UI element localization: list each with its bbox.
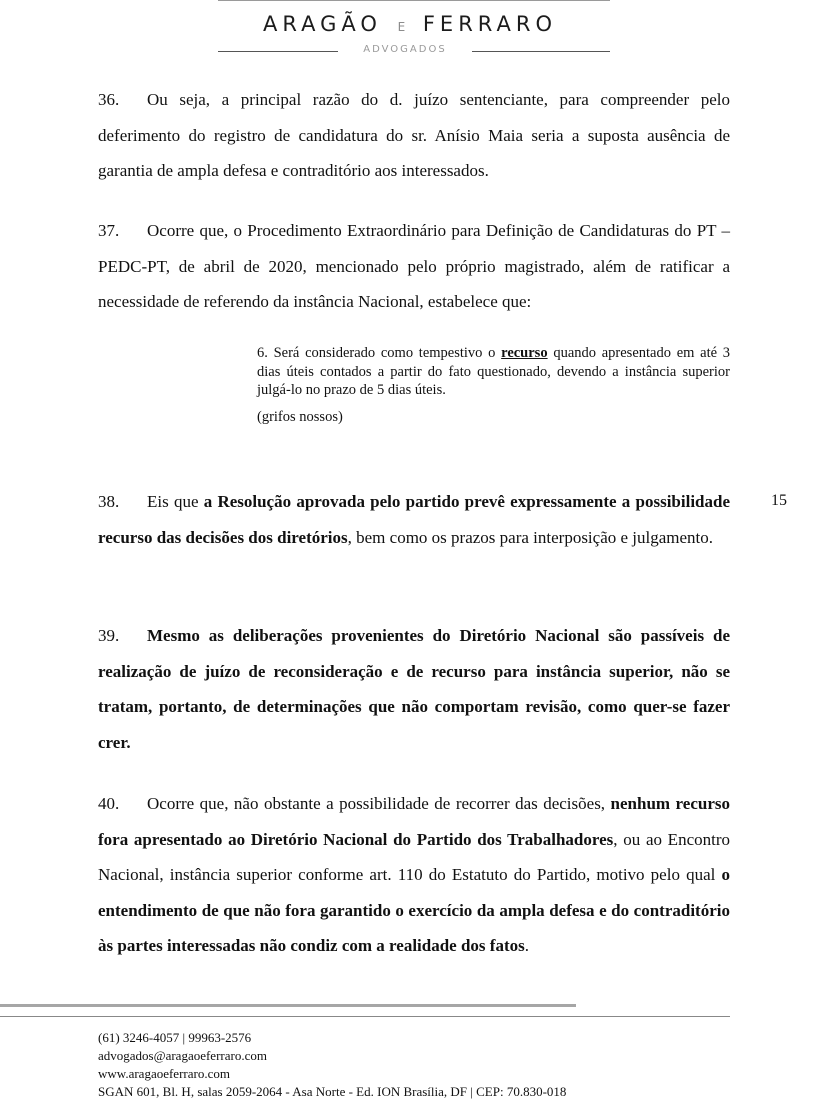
header-top-rule bbox=[218, 0, 610, 1]
paragraph-number: 40. bbox=[98, 794, 120, 813]
subtitle-rule-left bbox=[218, 51, 338, 52]
quote-source: (grifos nossos) bbox=[257, 409, 343, 425]
firm-logo bbox=[0, 12, 820, 36]
footer-rule-thick bbox=[0, 1004, 576, 1007]
footer-website: www.aragaoeferraro.com bbox=[98, 1066, 230, 1081]
firm-subtitle-row bbox=[218, 44, 610, 58]
paragraph-emphasis: Mesmo as deliberações provenientes do Diretório Nacional são passíveis de realização de juízo de reconsideração e de recurso para instância superior, não se tratam, portanto, de determinações que não comportam revisão, como quer-se fazer crer. bbox=[98, 626, 730, 752]
paragraph-text: Ocorre que, não obstante a possibilidade de recorrer das decisões, bbox=[147, 794, 611, 813]
footer-rule-thin bbox=[0, 1016, 730, 1017]
paragraph-number: 36. bbox=[98, 90, 120, 109]
firm-subtitle: ADVOGADOS bbox=[363, 44, 447, 55]
paragraph-36 bbox=[98, 82, 730, 189]
paragraph-text: , ou ao Encontro Nacional, instância superior conforme art. 110 do Estatuto do Partido, motivo pelo qual bbox=[98, 829, 730, 884]
paragraph-39 bbox=[98, 618, 730, 760]
subtitle-rule-right bbox=[472, 51, 610, 52]
paragraph-emphasis: a Resolução aprovada pelo partido prevê expressamente a possibilidade recurso das decisões dos diretórios bbox=[98, 492, 730, 547]
quote-text: quando apresentado em até 3 dias úteis contados a partir do fato questionado, devendo a instância superior julgá-lo no prazo de 5 dias úteis. bbox=[257, 345, 731, 398]
page-number: 15 bbox=[771, 492, 787, 509]
brand-name-left: ARAGÃO bbox=[262, 12, 382, 36]
brand-name-right: FERRARO bbox=[422, 12, 558, 36]
footer-phone: (61) 3246-4057 | 99963-2576 bbox=[98, 1030, 252, 1045]
quote-emphasis: recurso bbox=[501, 345, 548, 361]
brand-ampersand: E bbox=[397, 20, 408, 34]
paragraph-38 bbox=[98, 484, 730, 555]
paragraph-emphasis: o entendimento de que não fora garantido o exercício da ampla defesa e do contraditório às partes interessadas não condiz com a realidade dos fatos bbox=[98, 865, 730, 955]
footer-address: SGAN 601, Bl. H, salas 2059-2064 - Asa Norte - Ed. ION Brasília, DF | CEP: 70.830-018 bbox=[98, 1084, 567, 1099]
block-quote bbox=[257, 344, 730, 400]
paragraph-text: , bem como os prazos para interposição e julgamento. bbox=[347, 527, 714, 547]
paragraph-text: . bbox=[524, 936, 529, 955]
paragraph-37 bbox=[98, 213, 730, 320]
paragraph-number: 38. bbox=[98, 492, 120, 511]
paragraph-text: Eis que bbox=[147, 492, 204, 511]
footer-contact bbox=[98, 1029, 566, 1101]
quote-text: 6. Será considerado como tempestivo o bbox=[257, 345, 502, 361]
paragraph-number: 37. bbox=[98, 221, 120, 240]
paragraph-emphasis: nenhum recurso fora apresentado ao Diretório Nacional do Partido dos Trabalhadores bbox=[98, 794, 730, 849]
paragraph-text: Ocorre que, o Procedimento Extraordinário para Definição de Candidaturas do PT – PEDC-PT, de abril de 2020, mencionado pelo próprio magistrado, além de ratificar a necessidade de referendo da instância Nacional, estabelece que: bbox=[98, 221, 730, 311]
paragraph-number: 39. bbox=[98, 626, 120, 645]
footer-email: advogados@aragaoeferraro.com bbox=[98, 1048, 267, 1063]
paragraph-40 bbox=[98, 786, 730, 964]
paragraph-text: Ou seja, a principal razão do d. juízo sentenciante, para compreender pelo deferimento do registro de candidatura do sr. Anísio Maia seria a suposta ausência de garantia de ampla defesa e contraditório aos interessados. bbox=[98, 90, 730, 180]
